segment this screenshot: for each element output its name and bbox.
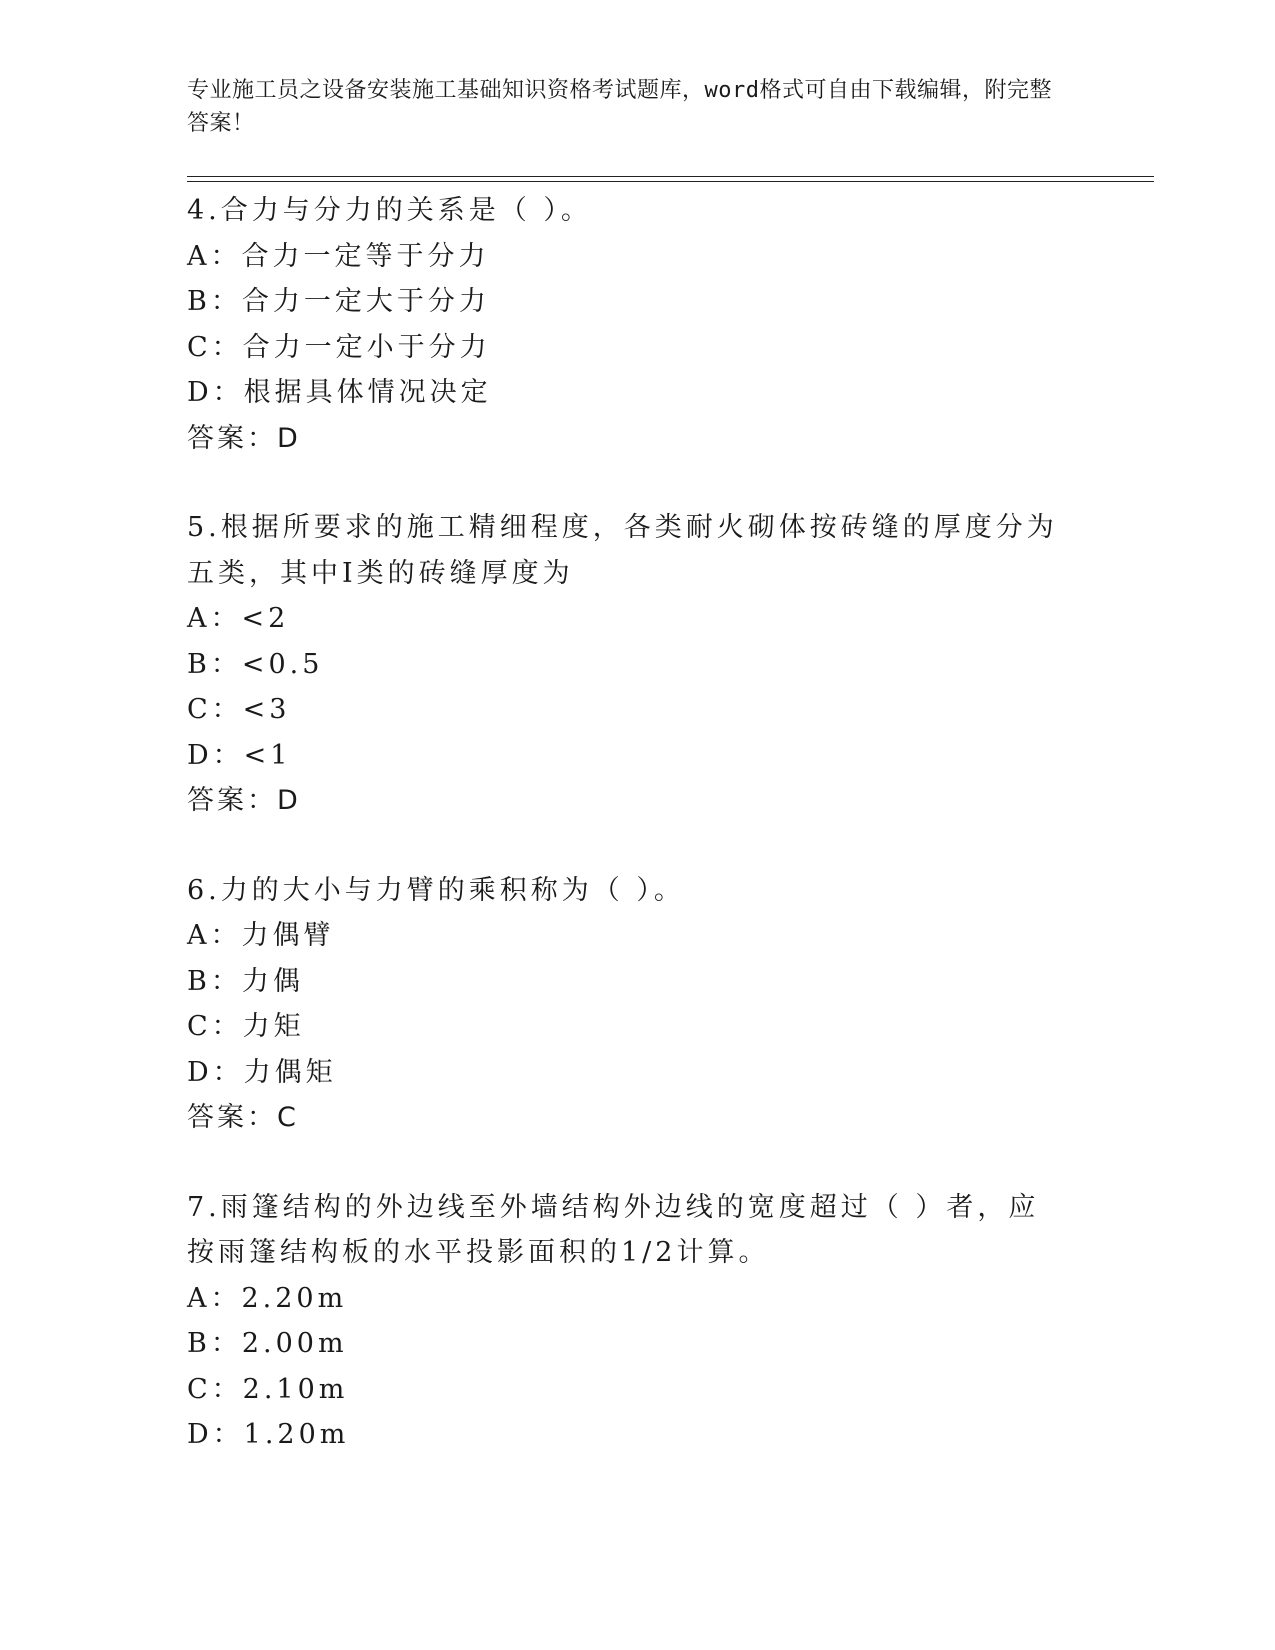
option-a: A：力偶臂 <box>187 920 335 951</box>
option-d: D：力偶矩 <box>187 1056 337 1088</box>
question-text: 5.根据所要求的施工精细程度，各类耐火砌体按砖缝的厚度分为五类，其中Ⅰ类的砖缝厚度为 <box>187 512 1058 589</box>
option-c: C：2.10m <box>187 1373 349 1405</box>
option-b: B：<0.5 <box>187 648 324 680</box>
answer-line: 答案：C <box>187 1102 299 1133</box>
header-divider-bottom <box>187 181 1154 182</box>
question-list <box>187 188 1147 1502</box>
option-b: B：2.00m <box>187 1328 348 1359</box>
option-d: D：<1 <box>187 739 292 771</box>
header-divider-top <box>187 176 1154 177</box>
document-header: 专业施工员之设备安装施工基础知识资格考试题库，word格式可自由下载编辑，附完整答案！ <box>187 78 1052 136</box>
option-c: C：力矩 <box>187 1011 305 1042</box>
option-a: A：2.20m <box>187 1282 348 1314</box>
option-c: C：<3 <box>187 694 291 725</box>
question-5 <box>187 505 1147 824</box>
answer-line: 答案：D <box>187 785 301 816</box>
question-4 <box>187 188 1147 461</box>
question-text: 4.合力与分力的关系是（ ）。 <box>187 195 592 226</box>
question-text: 6.力的大小与力臂的乘积称为（ ）。 <box>187 874 685 906</box>
option-d: D：根据具体情况决定 <box>187 377 492 408</box>
option-c: C：合力一定小于分力 <box>187 331 491 363</box>
option-b: B：合力一定大于分力 <box>187 286 490 317</box>
option-a: A：<2 <box>187 603 290 634</box>
option-b: B：力偶 <box>187 965 304 997</box>
option-d: D：1.20m <box>187 1419 350 1450</box>
question-6 <box>187 868 1147 1141</box>
answer-line: 答案：D <box>187 422 301 454</box>
option-a: A：合力一定等于分力 <box>187 240 490 272</box>
question-7 <box>187 1185 1147 1458</box>
question-text: 7.雨篷结构的外边线至外墙结构外边线的宽度超过（ ）者，应按雨篷结构板的水平投影面积的1/2计算。 <box>187 1191 1040 1268</box>
